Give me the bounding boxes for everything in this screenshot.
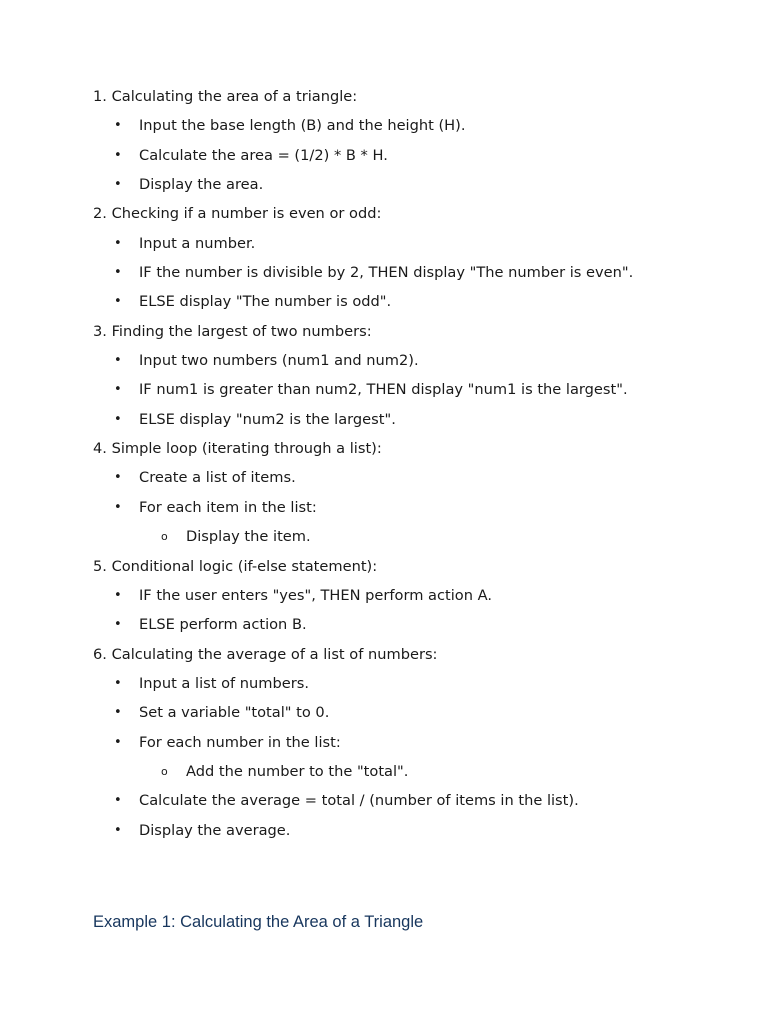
- example-heading: Example 1: Calculating the Area of a Triangle: [93, 913, 424, 931]
- section-heading-line: [0, 640, 768, 669]
- item-text: Calculate the area = (1/2) * B * H.: [139, 146, 388, 164]
- bullet-marker: •: [114, 705, 122, 721]
- item-text: For each item in the list:: [139, 498, 317, 516]
- sub-list-item: [0, 757, 768, 786]
- list-item: [0, 405, 768, 434]
- list-item: [0, 698, 768, 727]
- section-heading: 6. Calculating the average of a list of numbers:: [93, 645, 438, 663]
- sub-bullet-marker: o: [161, 530, 168, 544]
- list-item: [0, 170, 768, 199]
- item-text: Input a number.: [139, 234, 256, 252]
- bullet-marker: •: [114, 265, 122, 281]
- sub-bullet-marker: o: [161, 764, 168, 778]
- section-heading-line: [0, 552, 768, 581]
- list-item: [0, 463, 768, 492]
- list-item: [0, 581, 768, 610]
- bullet-marker: •: [114, 822, 122, 838]
- bullet-marker: •: [114, 177, 122, 193]
- bullet-marker: •: [114, 587, 122, 603]
- item-text: IF the number is divisible by 2, THEN display "The number is even".: [139, 264, 634, 282]
- list-item: [0, 141, 768, 170]
- item-text: Display the average.: [139, 821, 291, 839]
- list-item: [0, 346, 768, 375]
- list-item: [0, 229, 768, 258]
- list-item: [0, 816, 768, 845]
- section-heading: 3. Finding the largest of two numbers:: [93, 322, 372, 340]
- bullet-marker: •: [114, 353, 122, 369]
- bullet-marker: •: [114, 411, 122, 427]
- bullet-marker: •: [114, 675, 122, 691]
- section-heading: 4. Simple loop (iterating through a list):: [93, 440, 382, 458]
- list-item: [0, 786, 768, 815]
- item-text: ELSE display "The number is odd".: [139, 293, 392, 311]
- section-heading: 2. Checking if a number is even or odd:: [93, 205, 382, 223]
- bullet-marker: •: [114, 235, 122, 251]
- bullet-marker: •: [114, 294, 122, 310]
- list-item: [0, 258, 768, 287]
- list-item: [0, 610, 768, 639]
- section-heading-line: [0, 317, 768, 346]
- bullet-marker: •: [114, 118, 122, 134]
- bullet-marker: •: [114, 734, 122, 750]
- bullet-marker: •: [114, 793, 122, 809]
- section-heading: 1. Calculating the area of a triangle:: [93, 88, 358, 105]
- item-text: IF num1 is greater than num2, THEN display "num1 is the largest".: [139, 381, 628, 399]
- section-heading: 5. Conditional logic (if-else statement):: [93, 557, 378, 575]
- sub-item-text: Display the item.: [186, 528, 311, 546]
- sub-list-item: [0, 522, 768, 551]
- list-item: [0, 669, 768, 698]
- list-item: [0, 728, 768, 757]
- item-text: For each number in the list:: [139, 733, 341, 751]
- item-text: Calculate the average = total / (number of items in the list).: [139, 792, 579, 810]
- section-heading-line: [0, 434, 768, 463]
- section-heading-line: [0, 199, 768, 228]
- item-text: Set a variable "total" to 0.: [139, 704, 330, 722]
- item-text: Input a list of numbers.: [139, 674, 309, 692]
- item-text: ELSE perform action B.: [139, 616, 307, 634]
- list-item: [0, 375, 768, 404]
- bullet-marker: •: [114, 470, 122, 486]
- pseudocode-list: [0, 82, 768, 845]
- item-text: Create a list of items.: [139, 469, 296, 487]
- item-text: ELSE display "num2 is the largest".: [139, 410, 396, 428]
- item-text: Display the area.: [139, 176, 264, 194]
- bullet-marker: •: [114, 382, 122, 398]
- bullet-marker: •: [114, 499, 122, 515]
- item-text: IF the user enters "yes", THEN perform action A.: [139, 586, 492, 604]
- item-text: Input the base length (B) and the height (H).: [139, 117, 466, 135]
- sub-item-text: Add the number to the "total".: [186, 762, 409, 780]
- item-text: Input two numbers (num1 and num2).: [139, 352, 419, 370]
- list-item: [0, 493, 768, 522]
- section-heading-line: [0, 82, 768, 111]
- bullet-marker: •: [114, 617, 122, 633]
- bullet-marker: •: [114, 147, 122, 163]
- list-item: [0, 287, 768, 316]
- list-item: [0, 111, 768, 140]
